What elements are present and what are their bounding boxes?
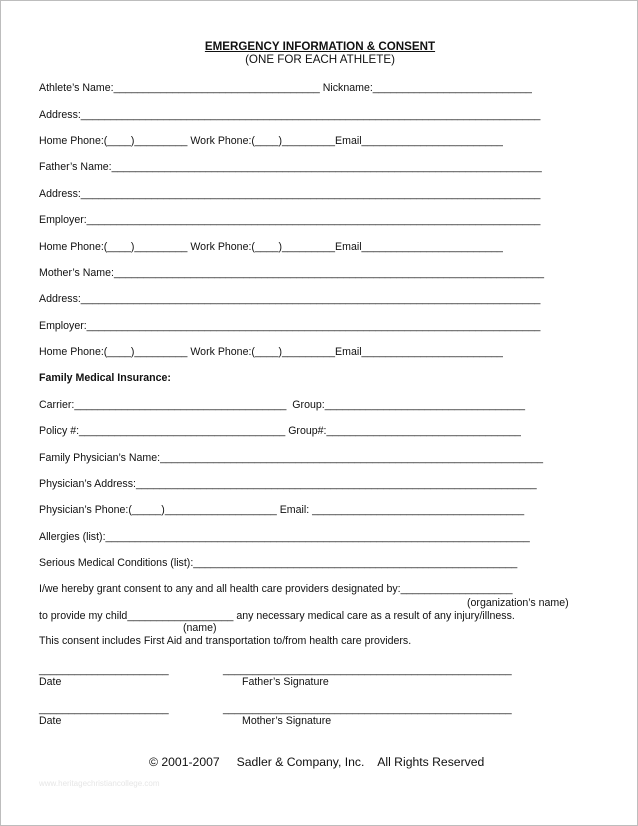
mother-date-label: Date [39,715,62,727]
mother-phone-field[interactable]: Home Phone:(____)_________ Work Phone:(____)_________Email________________________ [39,346,503,358]
conditions-field[interactable]: Serious Medical Conditions (list):_______________________________________________________ [39,557,518,569]
insurance-heading: Family Medical Insurance: [39,372,171,384]
father-signature-line[interactable]: _________________________________________________ [223,664,512,676]
father-employer-field[interactable]: Employer:_____________________________________________________________________________ [39,214,541,226]
allergies-field[interactable]: Allergies (list):________________________________________________________________________ [39,531,530,543]
mother-date-line[interactable]: ______________________ [39,703,169,715]
athlete-phone-field[interactable]: Home Phone:(____)_________ Work Phone:(____)_________Email________________________ [39,135,503,147]
father-date-label: Date [39,676,62,688]
mother-name-field[interactable]: Mother’s Name:_________________________________________________________________________ [39,267,545,279]
father-name-field[interactable]: Father’s Name:_________________________________________________________________________ [39,161,542,173]
father-date-line[interactable]: ______________________ [39,664,169,676]
mother-address-field[interactable]: Address:______________________________________________________________________________ [39,293,541,305]
carrier-field[interactable]: Carrier:____________________________________ Group:__________________________________ [39,399,526,411]
mother-signature-label: Mother’s Signature [242,715,332,727]
father-address-field[interactable]: Address:______________________________________________________________________________ [39,188,541,200]
policy-field[interactable]: Policy #:___________________________________ Group#:_________________________________ [39,425,521,437]
father-phone-field[interactable]: Home Phone:(____)_________ Work Phone:(____)_________Email________________________ [39,241,503,253]
physician-address-field[interactable]: Physician’s Address:____________________________________________________________________ [39,478,537,490]
athlete-address-field[interactable]: Address:______________________________________________________________________________ [39,109,541,121]
mother-signature-line[interactable]: _________________________________________________ [223,703,512,715]
form-subtitle: (ONE FOR EACH ATHLETE) [245,53,395,66]
mother-employer-field[interactable]: Employer:_____________________________________________________________________________ [39,320,541,332]
form-title: EMERGENCY INFORMATION & CONSENT [204,40,436,53]
athlete-name-field[interactable]: Athlete’s Name:___________________________________ Nickname:___________________________ [39,82,532,94]
consent-line-2[interactable]: to provide my child__________________ any necessary medical care as a result of any injury/illness. [39,610,515,622]
watermark: www.heritagechristiancollege.com [39,779,160,788]
physician-name-field[interactable]: Family Physician’s Name:_________________________________________________________________ [39,452,544,464]
consent-line-3: This consent includes First Aid and transportation to/from health care providers. [39,635,412,647]
organization-name-label: (organization’s name) [467,597,569,609]
consent-line-1[interactable]: I/we hereby grant consent to any and all health care providers designated by:___________________ [39,583,513,595]
copyright-footer: © 2001-2007 Sadler & Company, Inc. All Rights Reserved [149,755,485,769]
physician-phone-field[interactable]: Physician’s Phone:(_____)___________________ Email: ____________________________________ [39,504,525,516]
father-signature-label: Father’s Signature [242,676,329,688]
child-name-label: (name) [183,622,217,634]
